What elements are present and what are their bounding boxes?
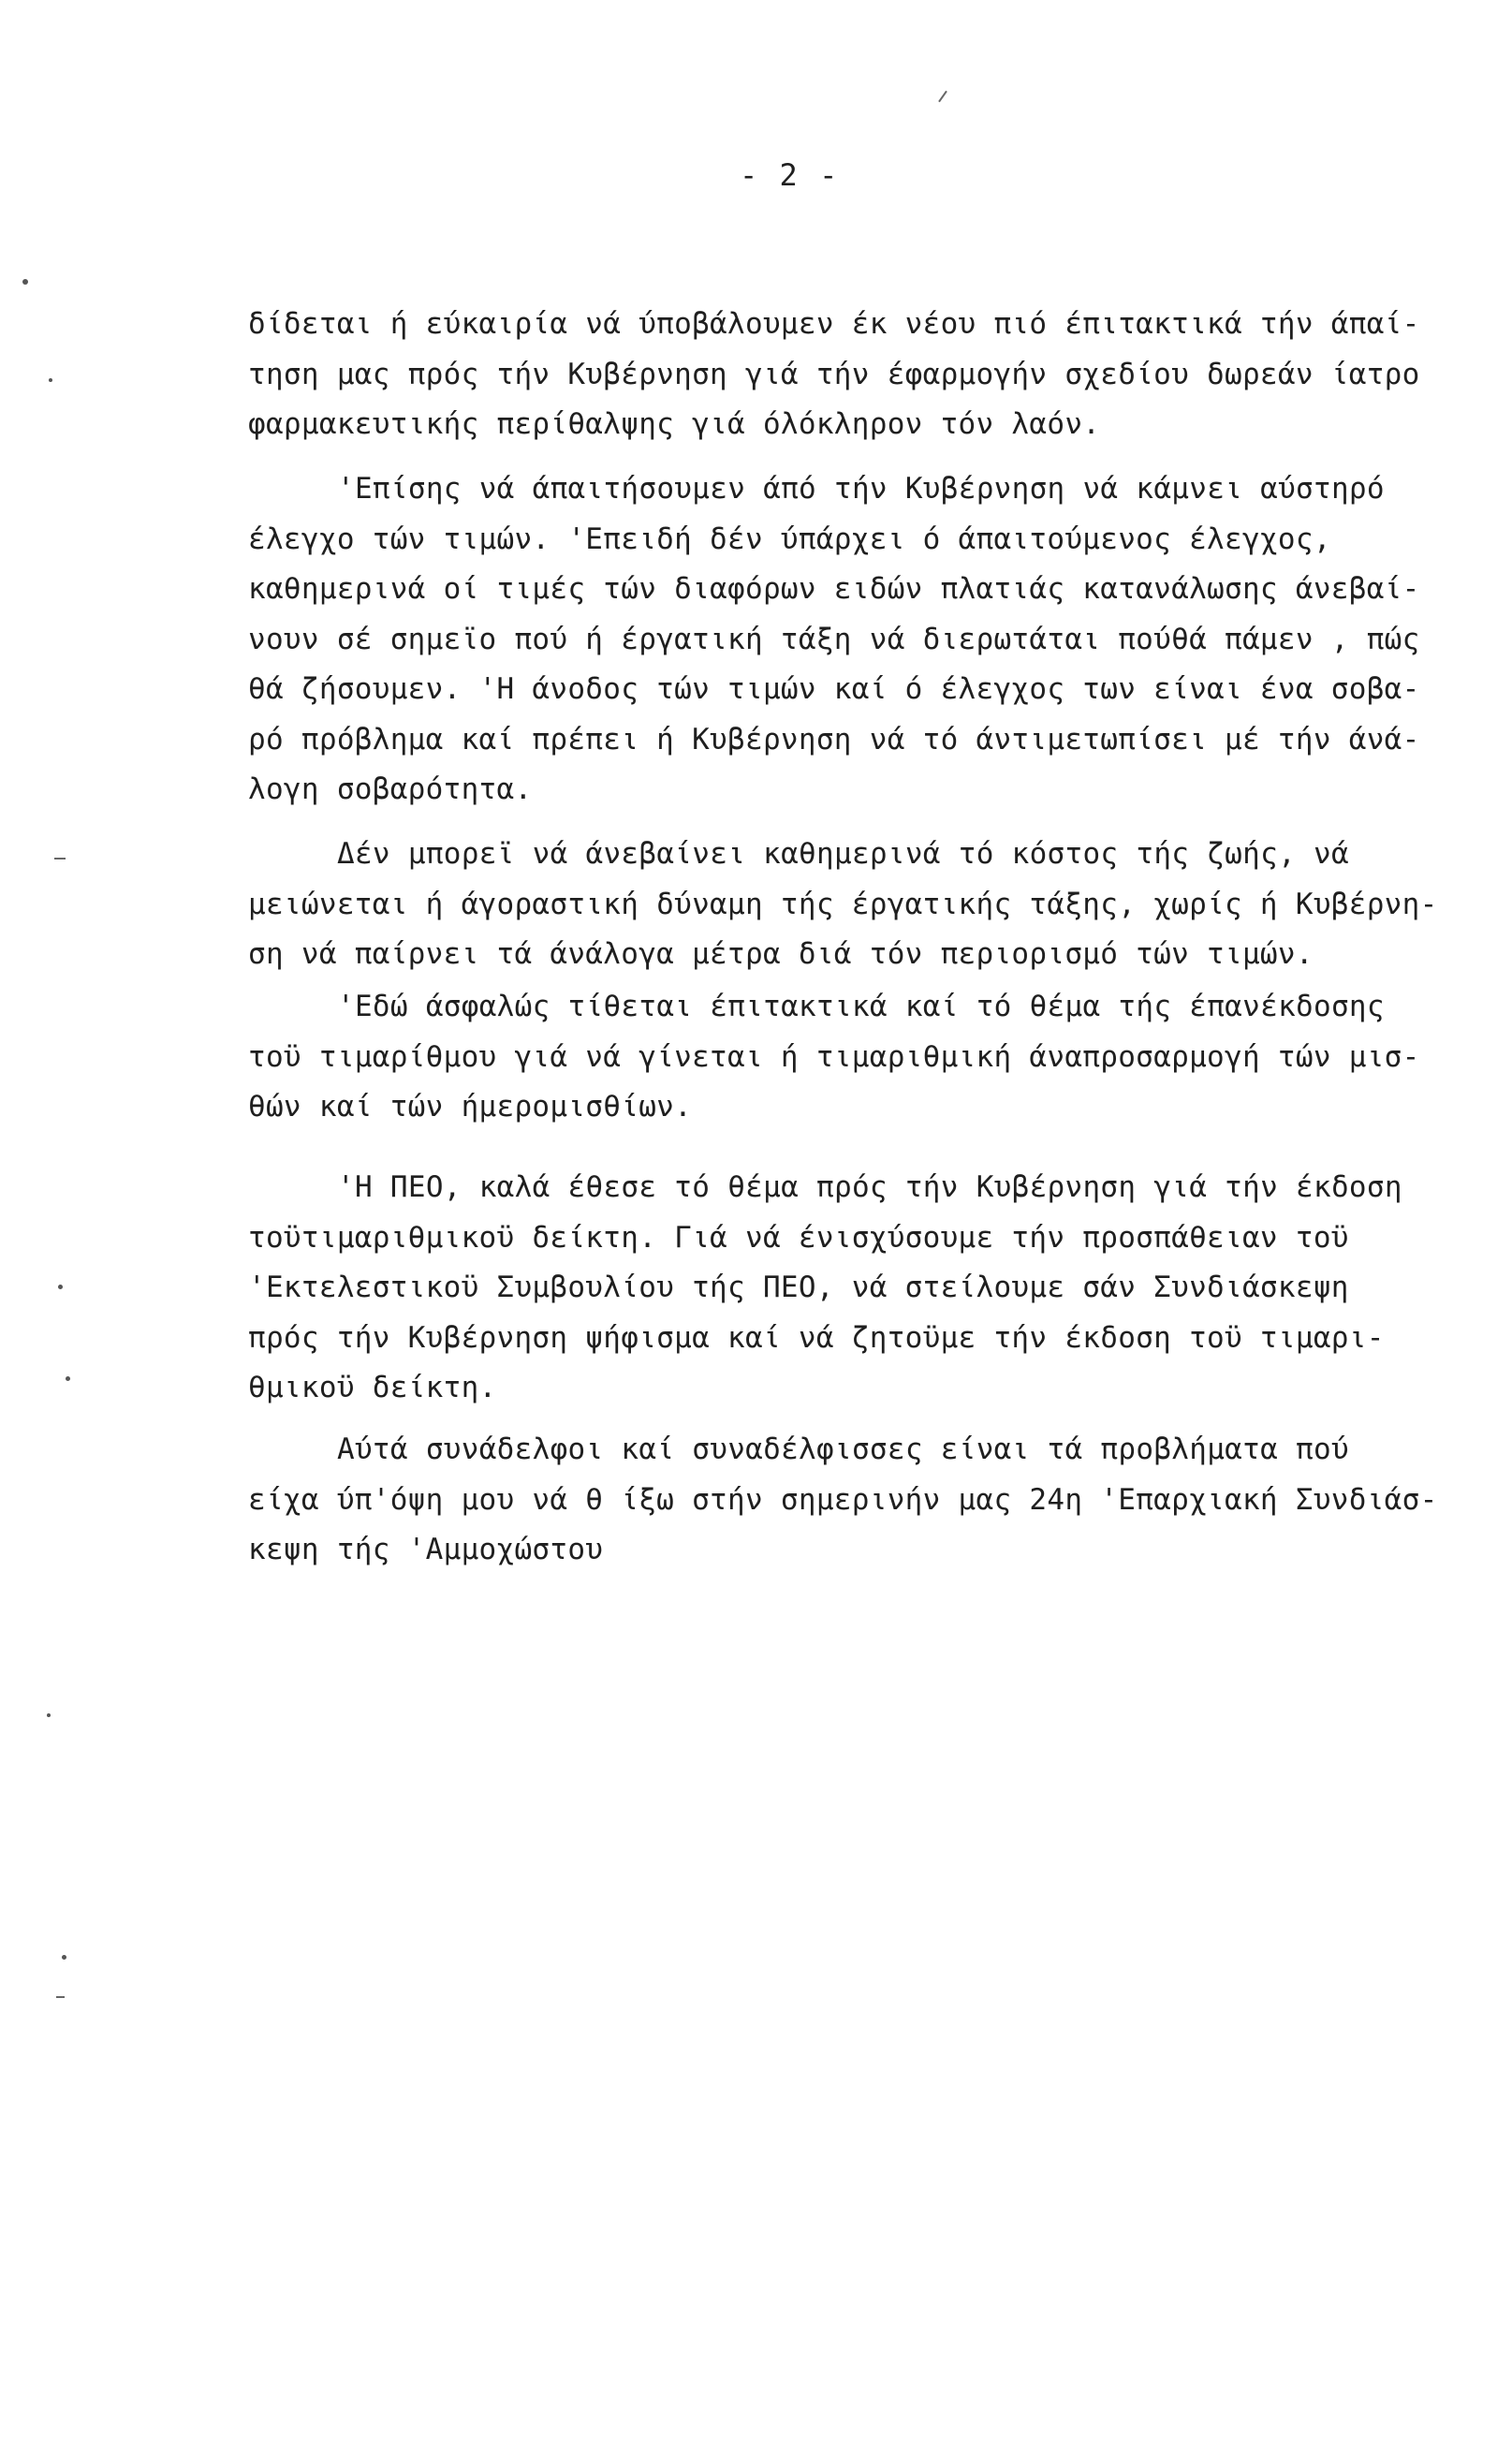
text-line: καθημερινά οί τιμές τών διαφόρων ειδών πλατιάς κατανάλωσης άνεβαί-: [248, 572, 1420, 606]
text-line: έλεγχο τών τιμών. 'Επειδή δέν ύπάρχει ό άπαιτούμενος έλεγχος,: [248, 522, 1331, 556]
text-line: τοϋτιμαριθμικοϋ δείκτη. Γιά νά ένισχύσουμε τήν προσπάθειαν τοϋ: [248, 1220, 1349, 1255]
paragraph-3: [248, 830, 1493, 980]
scan-mark: [56, 1996, 65, 1998]
text-line: ση νά παίρνει τά άνάλογα μέτρα διά τόν περιορισμό τών τιμών.: [248, 937, 1314, 971]
text-line: δίδεται ή εύκαιρία νά ύποβάλουμεν έκ νέου πιό έπιτακτικά τήν άπαί-: [248, 307, 1420, 341]
text-line: 'Επίσης νά άπαιτήσουμεν άπό τήν Κυβέρνηση νά κάμνει αύστηρό: [337, 472, 1385, 506]
text-line: Δέν μπορεϊ νά άνεβαίνει καθημερινά τό κόστος τής ζωής, νά: [337, 837, 1349, 871]
text-line: 'Η ΠΕΟ, καλά έθεσε τό θέμα πρός τήν Κυβέρνηση γιά τήν έκδοση: [337, 1170, 1402, 1204]
scan-mark: [62, 1955, 66, 1960]
paragraph-4: [248, 982, 1493, 1133]
text-line: 'Εδώ άσφαλώς τίθεται έπιτακτικά καί τό θέμα τής έπανέκδοσης: [337, 990, 1385, 1023]
paragraph-6: [248, 1425, 1493, 1576]
scan-mark: [66, 1376, 70, 1381]
text-line: 'Εκτελεστικοϋ Συμβουλίου τής ΠΕΟ, νά στείλουμε σάν Συνδιάσκεψη: [248, 1271, 1349, 1304]
text-line: φαρμακευτικής περίθαλψης γιά όλόκληρον τόν λαόν.: [248, 407, 1101, 441]
scan-mark: [58, 1285, 63, 1289]
scan-mark: [49, 378, 52, 382]
page-number: - 2 -: [740, 157, 840, 193]
text-line: πρός τήν Κυβέρνηση ψήφισμα καί νά ζητοϋμε τήν έκδοση τοϋ τιμαρι-: [248, 1320, 1385, 1355]
text-line: νουν σέ σημεϊο πού ή έργατική τάξη νά διερωτάται πούθά πάμεν , πώς: [248, 622, 1420, 656]
scan-mark: [938, 91, 947, 103]
text-line: θών καί τών ήμερομισθίων.: [248, 1090, 693, 1124]
paragraph-2: [248, 464, 1493, 815]
paragraph-1: [248, 300, 1493, 450]
scan-mark: [22, 279, 28, 285]
scan-mark: [47, 1713, 51, 1717]
text-line: θά ζήσουμεν. 'Η άνοδος τών τιμών καί ό έλεγχος των είναι ένα σοβα-: [248, 672, 1420, 706]
text-line: τηση μας πρός τήν Κυβέρνηση γιά τήν έφαρμογήν σχεδίου δωρεάν ίατρο: [248, 357, 1420, 391]
text-line: τοϋ τιμαρίθμου γιά νά γίνεται ή τιμαριθμική άναπροσαρμογή τών μισ-: [248, 1039, 1420, 1074]
paragraph-5: [248, 1163, 1493, 1414]
text-line: μειώνεται ή άγοραστική δύναμη τής έργατικής τάξης, χωρίς ή Κυβέρνη-: [248, 887, 1438, 921]
text-line: λογη σοβαρότητα.: [248, 772, 533, 806]
text-line: Αύτά συνάδελφοι καί συναδέλφισσες είναι τά προβλήματα πού: [337, 1433, 1349, 1466]
text-line: είχα ύπ'όψη μου νά θ ίξω στήν σημερινήν μας 24η 'Επαρχιακή Συνδιάσ-: [248, 1482, 1438, 1517]
text-line: θμικοϋ δείκτη.: [248, 1371, 497, 1404]
text-line: ρό πρόβλημα καί πρέπει ή Κυβέρνηση νά τό άντιμετωπίσει μέ τήν άνά-: [248, 722, 1420, 757]
scan-mark: [54, 858, 66, 860]
text-line: κεψη τής 'Αμμοχώστου: [248, 1533, 604, 1566]
